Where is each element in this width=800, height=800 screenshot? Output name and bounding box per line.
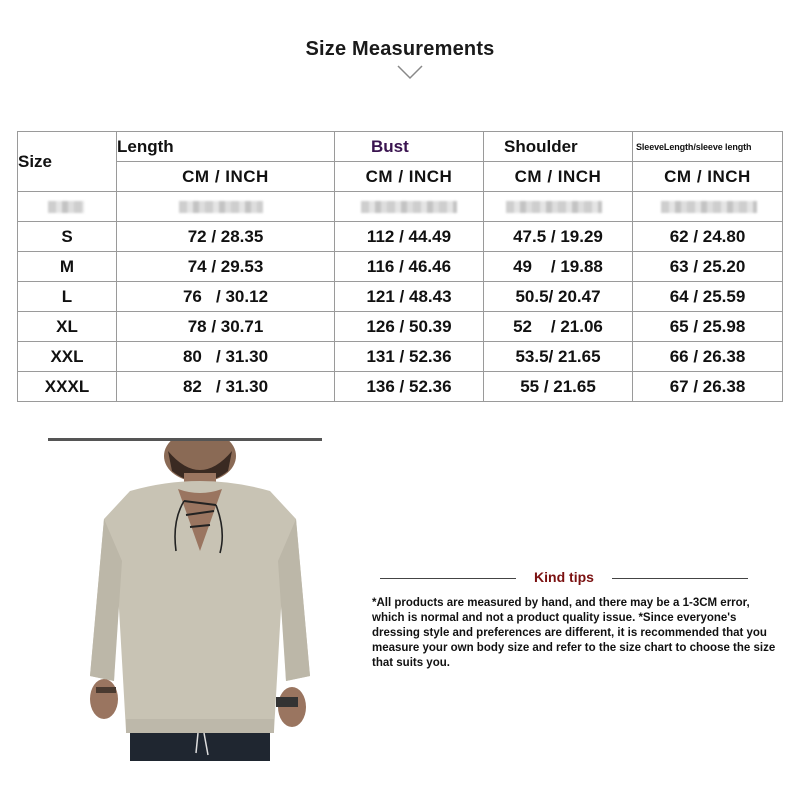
kind-tips-text: *All products are measured by hand, and there may be a 1-3CM error, which is normal and not a product quality issue. *Since everyone's dressing style and preferences are different, it is recommended that you measure your own body size and refer to the size chart to choose the size that suits you. <box>372 597 776 669</box>
sleeve-value: 63 / 25.20 <box>633 252 783 282</box>
chevron-down-icon <box>397 64 423 80</box>
size-label: XXXL <box>18 372 117 402</box>
sleeve-length-header: SleeveLength/sleeve length <box>633 132 783 162</box>
blurred-cell <box>484 192 633 222</box>
length-header: Length <box>117 132 335 162</box>
length-value: 72 / 28.35 <box>117 222 335 252</box>
shoulder-unit: CM / INCH <box>484 162 633 192</box>
shoulder-value: 47.5 / 19.29 <box>484 222 633 252</box>
length-value: 82 / 31.30 <box>117 372 335 402</box>
size-label: M <box>18 252 117 282</box>
length-value: 74 / 29.53 <box>117 252 335 282</box>
sleeve-value: 65 / 25.98 <box>633 312 783 342</box>
shoulder-value: 50.5/ 20.47 <box>484 282 633 312</box>
blurred-cell <box>18 192 117 222</box>
shoulder-value: 55 / 21.65 <box>484 372 633 402</box>
sleeve-value: 62 / 24.80 <box>633 222 783 252</box>
shoulder-value: 49 / 19.88 <box>484 252 633 282</box>
shoulder-header: Shoulder <box>484 132 633 162</box>
kind-tips-title: Kind tips <box>534 569 594 585</box>
table-row <box>18 342 783 372</box>
blurred-row <box>18 192 783 222</box>
unit-row <box>18 162 783 192</box>
size-label: XXL <box>18 342 117 372</box>
sleeve-value: 66 / 26.38 <box>633 342 783 372</box>
shoulder-value: 53.5/ 21.65 <box>484 342 633 372</box>
bust-value: 126 / 50.39 <box>335 312 484 342</box>
size-label: XL <box>18 312 117 342</box>
header-row <box>18 132 783 162</box>
table-row <box>18 222 783 252</box>
bust-value: 112 / 44.49 <box>335 222 484 252</box>
bust-value: 136 / 52.36 <box>335 372 484 402</box>
length-value: 78 / 30.71 <box>117 312 335 342</box>
size-label: S <box>18 222 117 252</box>
size-label: L <box>18 282 117 312</box>
blurred-cell <box>117 192 335 222</box>
bust-unit: CM / INCH <box>335 162 484 192</box>
tips-divider-left <box>380 578 516 579</box>
size-header: Size <box>18 132 117 192</box>
length-value: 80 / 31.30 <box>117 342 335 372</box>
page-title: Size Measurements <box>305 38 495 60</box>
table-row <box>18 282 783 312</box>
blurred-cell <box>335 192 484 222</box>
length-value: 76 / 30.12 <box>117 282 335 312</box>
model-shirt-photo <box>60 441 340 761</box>
size-chart-table <box>17 131 783 402</box>
bust-value: 121 / 48.43 <box>335 282 484 312</box>
table-row <box>18 312 783 342</box>
table-row <box>18 252 783 282</box>
sleeve-value: 64 / 25.59 <box>633 282 783 312</box>
bust-value: 131 / 52.36 <box>335 342 484 372</box>
length-unit: CM / INCH <box>117 162 335 192</box>
bust-value: 116 / 46.46 <box>335 252 484 282</box>
table-row <box>18 372 783 402</box>
bust-header: Bust <box>335 132 484 162</box>
sleeve-value: 67 / 26.38 <box>633 372 783 402</box>
sleeve-unit: CM / INCH <box>633 162 783 192</box>
shoulder-value: 52 / 21.06 <box>484 312 633 342</box>
blurred-cell <box>633 192 783 222</box>
tips-divider-right <box>612 578 748 579</box>
